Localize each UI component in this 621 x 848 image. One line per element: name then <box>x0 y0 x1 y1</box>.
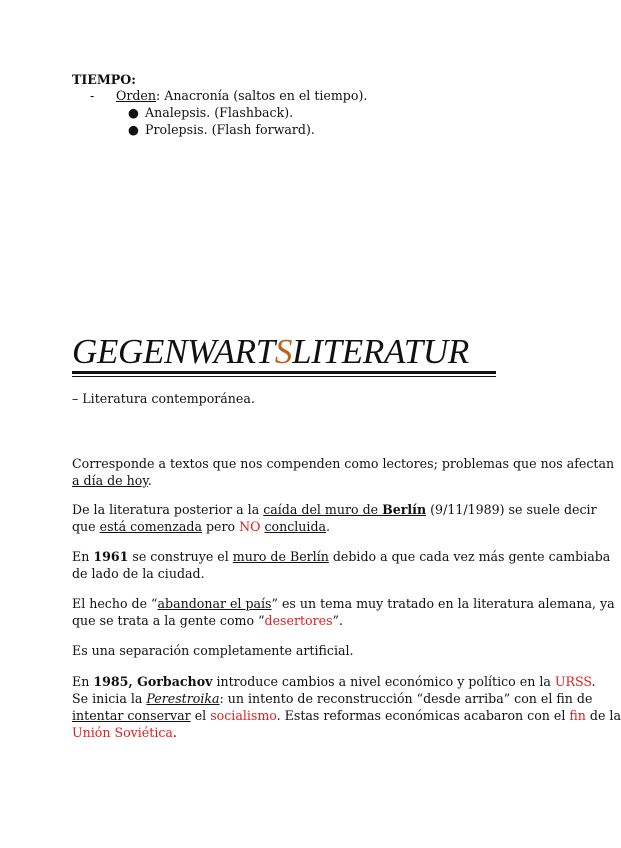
p3-line2: de lado de la ciudad. <box>72 566 205 581</box>
p3-year: 1961 <box>93 549 129 564</box>
p2-concluida: concluida <box>264 519 327 534</box>
title-part2: LITERATUR <box>292 332 469 371</box>
p2-no: NO <box>239 519 261 534</box>
p4-a: El hecho de “ <box>72 596 158 611</box>
orden-label: Orden <box>116 88 156 103</box>
p1-end: . <box>147 473 152 488</box>
p6-line3 <box>72 707 621 724</box>
p3-c: debido a que cada vez más gente cambiaba <box>328 549 611 564</box>
p4-c: que se trata a la gente como “ <box>72 613 265 628</box>
p3-line1 <box>72 548 611 565</box>
section-heading-tiempo: TIEMPO: <box>72 72 136 87</box>
paragraph-1 <box>72 455 615 489</box>
p6-fin: fin <box>569 708 586 723</box>
p2-caida-text: caída del muro de <box>263 502 383 517</box>
p3-muro: muro de Berlín <box>232 549 329 564</box>
p1-line1: Corresponde a textos que nos compenden como lectores; problemas que nos afectan <box>72 456 615 471</box>
p6-line4 <box>72 724 528 741</box>
p2-b: (9/11/1989) se suele decir <box>426 502 597 517</box>
title-part1: GEGENWART <box>72 332 275 371</box>
p1-line2 <box>72 472 528 489</box>
p6-f: el <box>190 708 211 723</box>
bullet-icon: ● <box>128 105 139 120</box>
p5-line1: Es una separación completamente artificial. <box>72 643 354 658</box>
p4-line1 <box>72 595 615 612</box>
p6-b: introduce cambios a nivel económico y político en la <box>212 674 555 689</box>
p6-line2 <box>72 690 593 707</box>
p2-line2 <box>72 518 528 535</box>
orden-text: : Anacronía (saltos en el tiempo). <box>155 88 368 103</box>
p2-comenzada: está comenzada <box>99 519 202 534</box>
p4-desertores: desertores <box>264 613 333 628</box>
p6-a: En <box>72 674 94 689</box>
p6-intentar: intentar conservar <box>72 708 191 723</box>
paragraph-6 <box>72 673 621 741</box>
p1-underlined: a día de hoy <box>72 473 148 488</box>
p2-a: De la literatura posterior a la <box>72 502 264 517</box>
title-underline-thin <box>72 376 496 377</box>
p6-perestroika: Perestroika <box>146 691 220 706</box>
p6-urss: URSS <box>554 674 592 689</box>
p6-h: de la <box>585 708 621 723</box>
p2-line1 <box>72 501 597 518</box>
p4-line2 <box>72 612 528 629</box>
orden-line <box>116 87 367 104</box>
p6-g: . Estas reformas económicas acabaron con el <box>276 708 570 723</box>
title-underline <box>72 371 496 374</box>
p6-i: . <box>172 725 177 740</box>
p3-b: se construye el <box>128 549 233 564</box>
p2-d: pero <box>201 519 240 534</box>
p6-year: 1985, Gorbachov <box>93 674 213 689</box>
p2-c: que <box>72 519 100 534</box>
p4-abandonar: abandonar el país <box>157 596 272 611</box>
paragraph-4 <box>72 595 615 629</box>
bullet-item-prolepsis: Prolepsis. (Flash forward). <box>145 122 315 137</box>
paragraph-5 <box>72 642 528 659</box>
title-s: S <box>274 332 293 371</box>
p6-union: Unión Soviética <box>72 725 173 740</box>
p4-d: ”. <box>332 613 343 628</box>
bullet-item-analepsis: Analepsis. (Flashback). <box>145 105 294 120</box>
p6-line1 <box>72 673 596 690</box>
p2-berlin: Berlín <box>382 502 427 517</box>
p2-f: . <box>326 519 331 534</box>
p6-e: : un intento de reconstrucción “desde arriba” con el fin de <box>219 691 593 706</box>
p4-b: ” es un tema muy tratado en la literatura alemana, ya <box>271 596 615 611</box>
p6-socialismo: socialismo <box>210 708 277 723</box>
list-dash: - <box>90 88 95 103</box>
page-title <box>72 332 469 372</box>
paragraph-2 <box>72 501 597 535</box>
p2-caida <box>263 502 426 517</box>
subtitle: – Literatura contemporánea. <box>72 391 255 406</box>
p3-a: En <box>72 549 94 564</box>
p6-c: . <box>591 674 596 689</box>
p6-d: Se inicia la <box>72 691 147 706</box>
paragraph-3 <box>72 548 611 582</box>
bullet-icon: ● <box>128 122 139 137</box>
